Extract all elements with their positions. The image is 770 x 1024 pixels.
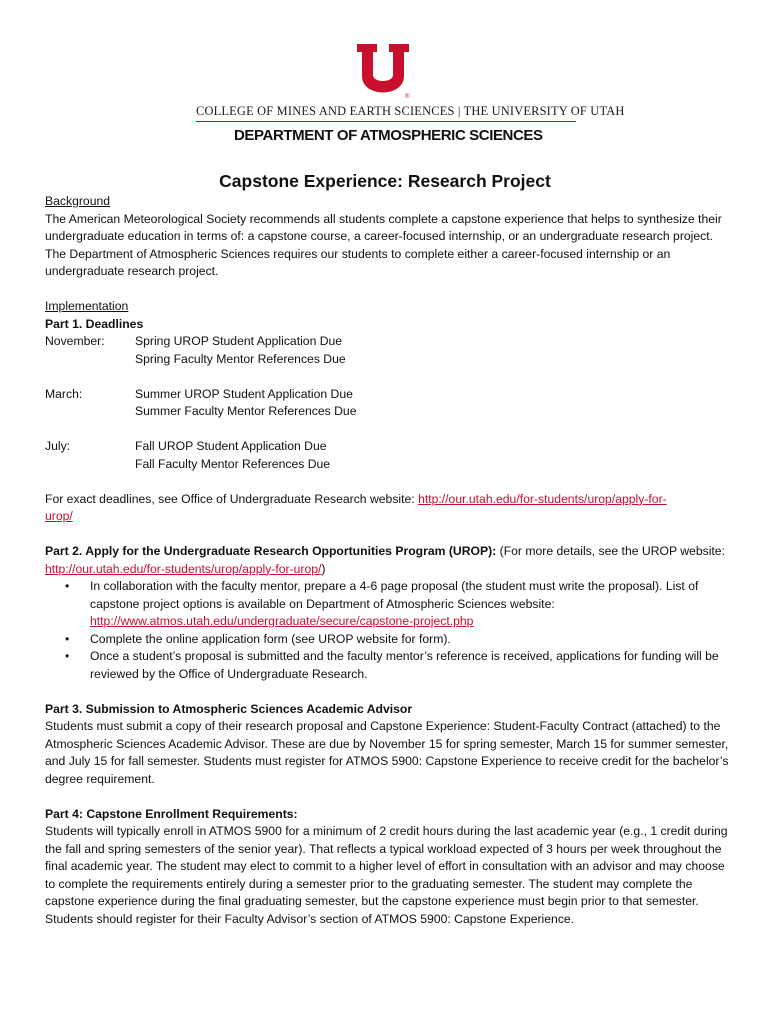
deadline-item: Summer UROP Student Application Due: [135, 386, 353, 401]
bullet-icon: •: [65, 649, 70, 663]
bullet-text: Once a student’s proposal is submitted and the faculty mentor’s reference is received, applications for funding will be reviewed by the Office of Undergraduate Research.: [90, 649, 719, 681]
part2-steps: [45, 578, 735, 683]
deadline-note: [45, 491, 735, 526]
university-of-utah-logo: [355, 43, 411, 99]
deadline-note-text: For exact deadlines, see Office of Undergraduate Research website:: [45, 491, 419, 506]
urop-website-link[interactable]: http://our.utah.edu/for-students/urop/apply-for-urop/: [45, 561, 322, 576]
red-divider: [196, 121, 576, 122]
part1-heading: Part 1. Deadlines: [45, 316, 144, 331]
deadline-november: [45, 333, 735, 368]
bullet-icon: •: [65, 631, 70, 646]
letterhead: [0, 0, 770, 150]
bullet-text: Complete the online application form (see UROP website for form).: [90, 631, 451, 646]
block-u-shape: [357, 44, 409, 93]
deadline-month: July:: [45, 439, 71, 453]
part4-heading: Part 4: Capstone Enrollment Requirements:: [45, 806, 298, 821]
bullet-text: In collaboration with the faculty mentor, prepare a 4-6 page proposal (the student must write the proposal). List of capstone project options is available on Department of Atmospheric Sciences website:: [90, 579, 699, 611]
registered-mark: ®: [405, 94, 410, 99]
department-name: DEPARTMENT OF ATMOSPHERIC SCIENCES: [234, 127, 543, 144]
bullet-icon: •: [65, 579, 70, 593]
list-item: [65, 648, 735, 683]
part2-intro-text: (For more details, see the UROP website:: [496, 544, 725, 558]
deadline-item: Summer Faculty Mentor References Due: [135, 404, 357, 418]
our-apply-link[interactable]: http://our.utah.edu/for-students/urop/apply-for-: [418, 491, 667, 506]
deadline-july: [45, 438, 735, 473]
college-university-line: COLLEGE OF MINES AND EARTH SCIENCES | THE UNIVERSITY OF UTAH: [196, 104, 625, 118]
deadline-item: Fall Faculty Mentor References Due: [135, 456, 331, 471]
deadline-item: Fall UROP Student Application Due: [135, 439, 327, 453]
deadline-item: Spring UROP Student Application Due: [135, 334, 343, 348]
document-body: [45, 193, 735, 928]
our-apply-link-continued[interactable]: urop/: [45, 509, 73, 523]
part4-text: Students will typically enroll in ATMOS 5900 for a minimum of 2 credit hours during the last academic year (e.g., 1 credit during the fall and spring semesters of the senior year). That reflects a typical workload expected of 3 hours per week throughout the final academic year. The student may elect to commit to a higher level of effort in consultation with an advisor and may choose to complete the requirements entirely during a semester prior to the graduating semester. The student may complete the capstone experience during the final graduating semester, but the capstone experience must begin prior to that semester. Students should register for their Faculty Advisor’s section of ATMOS 5900: Capstone Experience.: [45, 824, 728, 926]
part3-text: Students must submit a copy of their research proposal and Capstone Experience: Student-Faculty Contract (attached) to the Atmospheric Sciences Academic Advisor. These are due by November 15 for spring semester, March 15 for summer semester, and July 15 for fall semester. Students must register for ATMOS 5900: Capstone Experience to receive credit for the bachelor’s degree requirement.: [45, 719, 729, 786]
deadline-month: November:: [45, 334, 105, 348]
capstone-options-link[interactable]: http://www.atmos.utah.edu/undergraduate/secure/capstone-project.php: [90, 614, 474, 628]
part3-heading: Part 3. Submission to Atmospheric Sciences Academic Advisor: [45, 701, 413, 716]
part2-intro-end: ): [321, 561, 326, 576]
implementation-heading: Implementation: [45, 299, 129, 313]
deadline-item: Spring Faculty Mentor References Due: [135, 351, 346, 366]
deadline-month: March:: [45, 386, 83, 401]
list-item: [65, 578, 735, 631]
background-heading: Background: [45, 194, 111, 208]
deadline-march: [45, 386, 735, 421]
part2-intro: [45, 543, 735, 578]
list-item: [65, 631, 735, 649]
page-title: Capstone Experience: Research Project: [219, 171, 551, 191]
background-text: The American Meteorological Society recommends all students complete a capstone experience that helps to synthesize their undergraduate education in terms of: a capstone course, a career-focused internship, or an undergraduate research project. The Department of Atmospheric Sciences requires our students to complete either a career-focused internship or an undergraduate research project.: [45, 211, 722, 278]
part2-heading: Part 2. Apply for the Undergraduate Research Opportunities Program (UROP):: [45, 544, 497, 558]
